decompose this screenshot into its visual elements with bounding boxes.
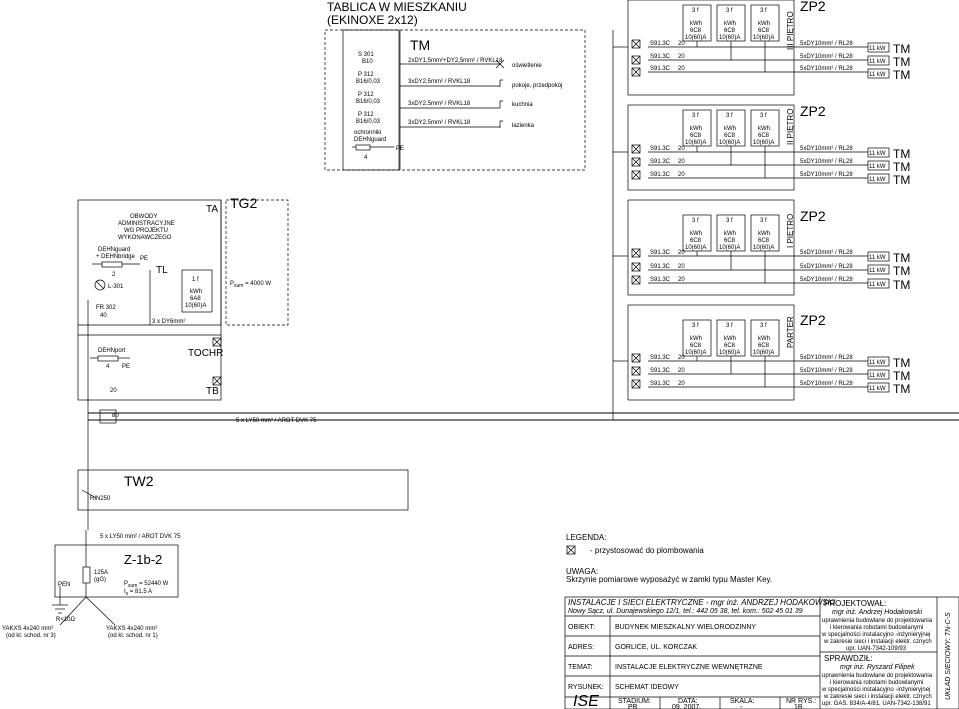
breaker-2-cable: 3xDY2,5mm² / RVKL18: [408, 101, 471, 107]
title-line1: TABLICA W MIESZKANIU: [327, 0, 467, 14]
breaker-1-name: P 312: [358, 72, 374, 78]
meter-current: 10(60)A: [719, 350, 741, 356]
feeder-tm: TM: [893, 251, 911, 265]
feeder-power: 11 kW: [869, 177, 886, 183]
meter-current: 10(60)A: [753, 35, 775, 41]
main-num80: 80: [112, 413, 119, 419]
meter-kwh: kWh: [690, 231, 702, 237]
feeder-power: 11 kW: [869, 386, 886, 392]
breaker-2-name: P 312: [358, 92, 374, 98]
feeder-tm: TM: [893, 68, 911, 82]
load-2: kuchnia: [512, 102, 533, 108]
floor-breaker: S91.3C 20: [650, 54, 685, 60]
main-cable-3x: 3 x DY6mm²: [152, 319, 186, 325]
feeder-cable: 5xDY10mm² / RL28: [800, 54, 853, 60]
main-fr-val: 40: [100, 313, 107, 319]
main-num4: 4: [106, 364, 110, 370]
breaker-2-rating: B16/0,03: [356, 99, 381, 105]
tb-obiekt-label: OBIEKT:: [568, 624, 595, 631]
main-num20: 20: [110, 388, 117, 394]
tb-temat-label: TEMAT:: [568, 664, 593, 671]
admin-meter-1: kWh: [190, 289, 202, 295]
meter-phase: 3 f: [726, 218, 733, 224]
breaker-0-name: S 301: [358, 52, 374, 58]
tb-stadium: PB: [628, 704, 638, 709]
tb-sprawdzil-label: SPRAWDZIŁ:: [824, 654, 873, 663]
title-line2: (EKINOXE 2x12): [327, 13, 418, 27]
meter-current: 10(60)A: [685, 350, 707, 356]
tb-spr-4: upr. GAS. 834/A-4/81, UAN-7342-138/91: [822, 701, 931, 707]
tb-rysunek-label: RYSUNEK:: [568, 684, 604, 691]
socket-icons: [500, 80, 503, 128]
meter-phase: 3 f: [692, 323, 699, 329]
zlacze-cable-right-note: (od kl. schod. nr 1): [108, 633, 158, 639]
zlacze-psum: $P_{sum} = 52440$ W: [124, 581, 169, 589]
feeder-cable: 5xDY10mm² / RL28: [800, 277, 853, 283]
floor-breaker: S91.3C 20: [650, 277, 685, 283]
legend-note-title: UWAGA:: [566, 567, 599, 576]
breaker-1-rating: B16/0,03: [356, 79, 381, 85]
zlacze-name: Z-1b-2: [124, 552, 163, 567]
zlacze-cable-left-note: (od kl. schod. nr 3): [6, 633, 56, 639]
tb-obiekt: BUDYNEK MIESZKALNY WIELORODZINNY: [615, 624, 757, 631]
main-num2: 2: [112, 272, 116, 278]
apartment-tm: TM: [410, 37, 431, 53]
zp-2: ZP2: [800, 103, 826, 119]
tb-spr-0: uprawnienia budowlane do projektowania: [822, 673, 933, 679]
feeder-cable: 5xDY10mm² / RL28: [800, 355, 853, 361]
feeder-tm: TM: [893, 369, 911, 383]
meter-type: 6C8: [758, 28, 770, 34]
meter-kwh: kWh: [690, 336, 702, 342]
feeder-cable: 5xDY10mm² / RL28: [800, 381, 853, 387]
zlacze-cable-right: YAKXS 4x240 mm²: [106, 626, 158, 632]
zlacze-cable: 5 x LY50 mm² / AROT DVK 75: [100, 534, 181, 540]
zp-3: ZP2: [800, 0, 826, 14]
legend-title: LEGENDA:: [566, 533, 607, 542]
protector-line1: ochronniki: [354, 130, 382, 136]
floor-breaker: S91.3C 20: [650, 368, 685, 374]
protector-num: 4: [364, 155, 368, 161]
main-psum: $P_{sum} = 4000$ W: [230, 281, 271, 289]
zlacze-current: $I_s = 81,5$ A: [124, 589, 153, 597]
protector-line2: DEHNguard: [354, 137, 387, 143]
floor-box-3: [628, 0, 889, 95]
meter-kwh: kWh: [690, 21, 702, 27]
floor-breaker: S91.3C 20: [650, 250, 685, 256]
tb-data-label: DATA:: [678, 698, 698, 705]
feeder-tm: TM: [893, 147, 911, 161]
meter-kwh: kWh: [724, 231, 736, 237]
feeder-cable: 5xDY10mm² / RL28: [800, 368, 853, 374]
floor-breaker: S91.3C 20: [650, 355, 685, 361]
tb-adres-label: ADRES:: [568, 644, 595, 651]
meter-kwh: kWh: [724, 126, 736, 132]
dehnguard-0: DEHNguard: [98, 247, 131, 253]
meter-current: 10(60)A: [753, 140, 775, 146]
apartment-pe: PE: [396, 146, 405, 152]
admin-meter-3: 10(60)A: [185, 303, 207, 309]
tb-adres: GORLICE, UL. KORCZAK: [615, 644, 698, 651]
tb-proj-1: i kierowania robotami budowlanymi: [830, 625, 924, 631]
feeder-tm: TM: [893, 160, 911, 174]
tb-spr-3: w zakresie sieci i instalacji elektr. cznych: [824, 694, 932, 700]
obwody-2: WG PROJEKTU: [124, 228, 169, 234]
tb-proj-3: w zakresie sieci i instalacji elektr. cznych: [824, 639, 932, 645]
seal-icons: [213, 40, 640, 554]
feeder-power: 11 kW: [869, 360, 886, 366]
tb-sprawdzil: mgr inż. Ryszard Filipek: [840, 664, 915, 671]
feeder-cable: 5xDY10mm² / RL28: [800, 250, 853, 256]
tb-nr-label: NR RYS.:: [786, 698, 817, 705]
feeder-power: 11 kW: [869, 282, 886, 288]
main-tochr: TOCHR: [188, 348, 224, 359]
load-0: oświetlenie: [512, 63, 542, 69]
breaker-3-cable: 3xDY2,5mm² / RVKL18: [408, 120, 471, 126]
meter-type: 6C8: [724, 28, 736, 34]
tb-spr-1: i kierowania robotami budowlanymi: [830, 680, 924, 686]
tb-skala: -: [740, 704, 743, 709]
tb-projektowal-label: PROJEKTOWAŁ:: [824, 599, 887, 608]
main-tl: TL: [156, 265, 168, 276]
meter-type: 6C8: [690, 133, 702, 139]
meter-kwh: kWh: [724, 336, 736, 342]
zp-0: ZP2: [800, 312, 826, 328]
main-fr302: FR 302: [96, 305, 116, 311]
tb-projektowal: mgr inż. Andrzej Hodakowski: [832, 609, 922, 616]
meter-type: 6C8: [690, 28, 702, 34]
feeder-power: 11 kW: [869, 72, 886, 78]
feeder-power: 11 kW: [869, 59, 886, 65]
meter-current: 10(60)A: [719, 140, 741, 146]
floor-breaker: S91.3C 20: [650, 66, 685, 72]
tb-temat: INSTALACJE ELEKTRYCZNE WEWNĘTRZNE: [615, 664, 763, 671]
meter-type: 6C8: [690, 238, 702, 244]
feeder-tm: TM: [893, 42, 911, 56]
floor-name-0: PARTER: [786, 316, 795, 348]
floor-breaker: S91.3C 20: [650, 146, 685, 152]
main-fuse-125: [83, 567, 90, 583]
tb-proj-0: uprawnienia budowlane do projektowania: [822, 618, 933, 624]
tb-stadium-label: STADIUM:: [618, 698, 651, 705]
zlacze-cable-left: YAKXS 4x240 mm²: [2, 626, 54, 632]
main-pe2: PE: [122, 364, 131, 370]
tb-skala-label: SKALA:: [730, 698, 755, 705]
feeder-tm: TM: [893, 278, 911, 292]
feeder-tm: TM: [893, 55, 911, 69]
meter-phase: 3 f: [692, 113, 699, 119]
feeder-cable: 5xDY10mm² / RL28: [800, 41, 853, 47]
tw2-switch: RIN250: [90, 496, 111, 502]
main-l301: L-301: [108, 284, 124, 290]
zlacze-pen: PEN: [58, 582, 71, 588]
main-cable: 5 x LY50 mm² / AROT DVK 75: [236, 418, 317, 424]
floor-breaker: S91.3C 20: [650, 41, 685, 47]
admin-meter-0: 1 f: [192, 277, 199, 283]
feeder-power: 11 kW: [869, 373, 886, 379]
main-dehnport: DEHNport: [98, 348, 126, 354]
meter-phase: 3 f: [726, 323, 733, 329]
feeder-cable: 5xDY10mm² / RL28: [800, 264, 853, 270]
dehnguard-1: + DEHNbridge: [96, 254, 135, 260]
meter-phase: 3 f: [760, 113, 767, 119]
tb-spr-2: w specjalności instalacyjno -inżynieryjnej: [822, 687, 931, 693]
meter-phase: 3 f: [760, 218, 767, 224]
admin-meter-2: 6A8: [190, 296, 201, 302]
floor-name-1: I PIĘTRO: [786, 213, 795, 248]
meter-current: 10(60)A: [719, 35, 741, 41]
meter-type: 6C8: [758, 238, 770, 244]
feeder-tm: TM: [893, 356, 911, 370]
meter-phase: 3 f: [726, 113, 733, 119]
dehnport-symbol: [98, 356, 118, 361]
meter-phase: 3 f: [692, 218, 699, 224]
meter-current: 10(60)A: [685, 35, 707, 41]
floor-breaker: S91.3C 20: [650, 381, 685, 387]
floor-breaker: S91.3C 20: [650, 159, 685, 165]
surge-protector-box: [356, 145, 370, 150]
meter-kwh: kWh: [724, 21, 736, 27]
meter-current: 10(60)A: [685, 245, 707, 251]
meter-phase: 3 f: [760, 8, 767, 14]
dehnguard-symbol: [102, 262, 122, 267]
floor-name-3: III PIĘTRO: [786, 11, 795, 50]
floor-breaker: S91.3C 20: [650, 172, 685, 178]
floor-breaker: S91.3C 20: [650, 264, 685, 270]
feeder-power: 11 kW: [869, 151, 886, 157]
breaker-3-rating: B16/0,03: [356, 119, 381, 125]
main-tg2: TG2: [230, 195, 258, 211]
main-tb: TB: [206, 386, 219, 397]
meter-type: 6C8: [758, 343, 770, 349]
tb-logo: ISE: [573, 693, 599, 709]
zlacze-earth: R<10Ω: [56, 617, 75, 623]
meter-type: 6C8: [724, 238, 736, 244]
feeder-power: 11 kW: [869, 255, 886, 261]
meter-phase: 3 f: [760, 323, 767, 329]
feeder-cable: 5xDY10mm² / RL28: [800, 146, 853, 152]
tb-system: UKŁAD SIECIOWY: TN-C-S: [945, 612, 952, 700]
meter-type: 6C8: [724, 133, 736, 139]
meter-kwh: kWh: [758, 336, 770, 342]
obwody-1: ADMINISTRACYJNE: [118, 221, 175, 227]
main-ta: TA: [206, 204, 219, 215]
tb-nr: 1B: [794, 704, 803, 709]
feeder-tm: TM: [893, 382, 911, 396]
tb-data: 09. 2007.: [672, 704, 702, 709]
tb-rysunek: SCHEMAT IDEOWY: [615, 684, 679, 691]
obwody-3: WYKONAWCZEGO: [118, 235, 172, 241]
meter-type: 6C8: [758, 133, 770, 139]
zp-1: ZP2: [800, 208, 826, 224]
zlacze-fuse-type: (gG): [94, 577, 106, 583]
meter-type: 6C8: [724, 343, 736, 349]
feeder-power: 11 kW: [869, 46, 886, 52]
feeder-power: 11 kW: [869, 268, 886, 274]
meter-phase: 3 f: [726, 8, 733, 14]
meter-phase: 3 f: [692, 8, 699, 14]
legend-item: - przystosować do plombowania: [590, 546, 704, 555]
obwody-0: OBWODY: [130, 214, 158, 220]
apartment-breaker-lines: [400, 64, 500, 127]
meter-current: 10(60)A: [753, 350, 775, 356]
feeder-cable: 5xDY10mm² / RL28: [800, 159, 853, 165]
feeder-tm: TM: [893, 264, 911, 278]
tb-proj-2: w specjalności instalacyjno -inżynieryjnej: [822, 632, 931, 638]
floor-name-2: II PIĘTRO: [786, 108, 795, 145]
meter-current: 10(60)A: [685, 140, 707, 146]
tb-proj-4: upr. UAN-7342-109/93: [846, 646, 907, 652]
breaker-3-name: P 312: [358, 112, 374, 118]
main-pe: PE: [140, 256, 149, 262]
meter-current: 10(60)A: [753, 245, 775, 251]
load-1: pokoje, przedpokój: [512, 83, 563, 89]
tb-company2: Nowy Sącz, ul. Dunajewskiego 12/1, tel.: 442 05 38, tel. kom.: 502 45 01 39: [568, 608, 803, 615]
breaker-0-rating: B10: [362, 59, 373, 65]
zlacze-fuse: 125A: [94, 570, 109, 576]
feeder-cable: 5xDY10mm² / RL28: [800, 66, 853, 72]
meter-current: 10(60)A: [719, 245, 741, 251]
feeder-tm: TM: [893, 173, 911, 187]
meter-kwh: kWh: [758, 231, 770, 237]
floor-breaker-texts: [650, 41, 685, 387]
meter-kwh: kWh: [690, 126, 702, 132]
feeder-power: 11 kW: [869, 164, 886, 170]
tw2-label: TW2: [124, 473, 154, 489]
meter-kwh: kWh: [758, 21, 770, 27]
load-3: łazienka: [512, 123, 535, 129]
breaker-0-cable: 2xDY1,5mm²+DY2,5mm² / RVKL18: [408, 58, 503, 64]
meter-type: 6C8: [690, 343, 702, 349]
tb-company1: INSTALACJE I SIECI ELEKTRYCZNE - mgr inż. ANDRZEJ HODAKOWSKI: [568, 598, 836, 607]
feeder-cable: 5xDY10mm² / RL28: [800, 172, 853, 178]
legend-note: Skrzynie pomiarowe wyposażyć w zamki typu Master Key.: [566, 575, 773, 584]
breaker-1-cable: 3xDY2,5mm² / RVKL18: [408, 79, 471, 85]
meter-kwh: kWh: [758, 126, 770, 132]
